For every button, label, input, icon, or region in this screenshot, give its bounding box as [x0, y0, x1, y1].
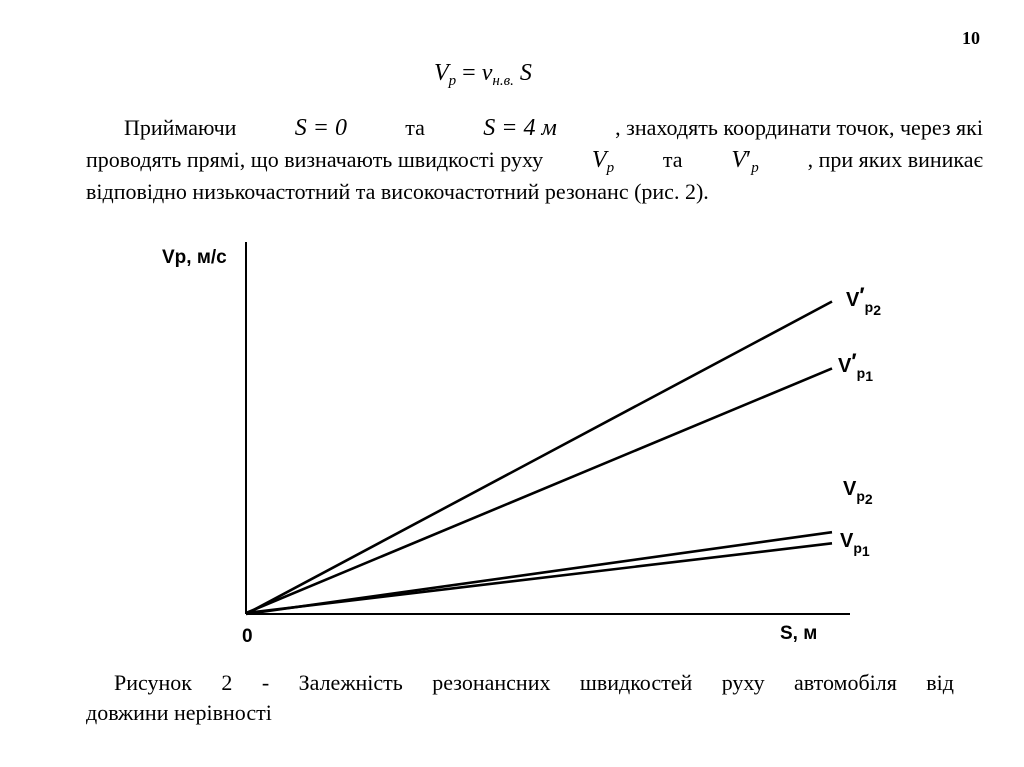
series-label-2: $V'_р1$ — [838, 349, 873, 384]
paragraph-text: проводять прямі, що визначають швидкості руху — [86, 147, 544, 172]
series-label-4: $V_р1$ — [840, 530, 870, 559]
page-number: 10 — [962, 28, 980, 48]
math-vp-prime: $V'_p$ — [731, 147, 759, 176]
math-vp: $V_p$ — [591, 147, 615, 176]
formula: $V_p = v_{н.в.}$ S — [434, 60, 532, 89]
figure-caption — [86, 668, 954, 698]
paragraph-line-3: відповідно низькочастотний та високочастотний резонанс (рис. 2). — [86, 179, 709, 204]
caption-line-1: Рисунок 2 - Залежність резонансних швидкостей руху автомобіля від — [114, 670, 954, 695]
paragraph-text: , при яких виникає — [807, 147, 983, 172]
paragraph-word: та — [662, 147, 683, 172]
series-line-4 — [246, 543, 832, 613]
math-s-zero: S = 0 — [294, 115, 347, 141]
series-line-2 — [246, 368, 832, 613]
paragraph-text: , знаходять координати точок, через які — [615, 115, 983, 140]
paragraph-word: Приймаючи — [124, 115, 237, 140]
x-axis-label: S, м — [780, 623, 818, 644]
series-label-3: $V_р2$ — [843, 478, 873, 507]
series-line-1 — [246, 302, 832, 614]
paragraph-word: та — [405, 115, 425, 140]
y-axis-label: Vр, м/с — [162, 247, 227, 268]
caption-line-2: довжини нерівності — [86, 700, 272, 725]
math-s-four: S = 4 м — [483, 115, 557, 141]
series-label-1: $V'_р2$ — [846, 283, 881, 318]
origin-label: 0 — [242, 626, 253, 647]
